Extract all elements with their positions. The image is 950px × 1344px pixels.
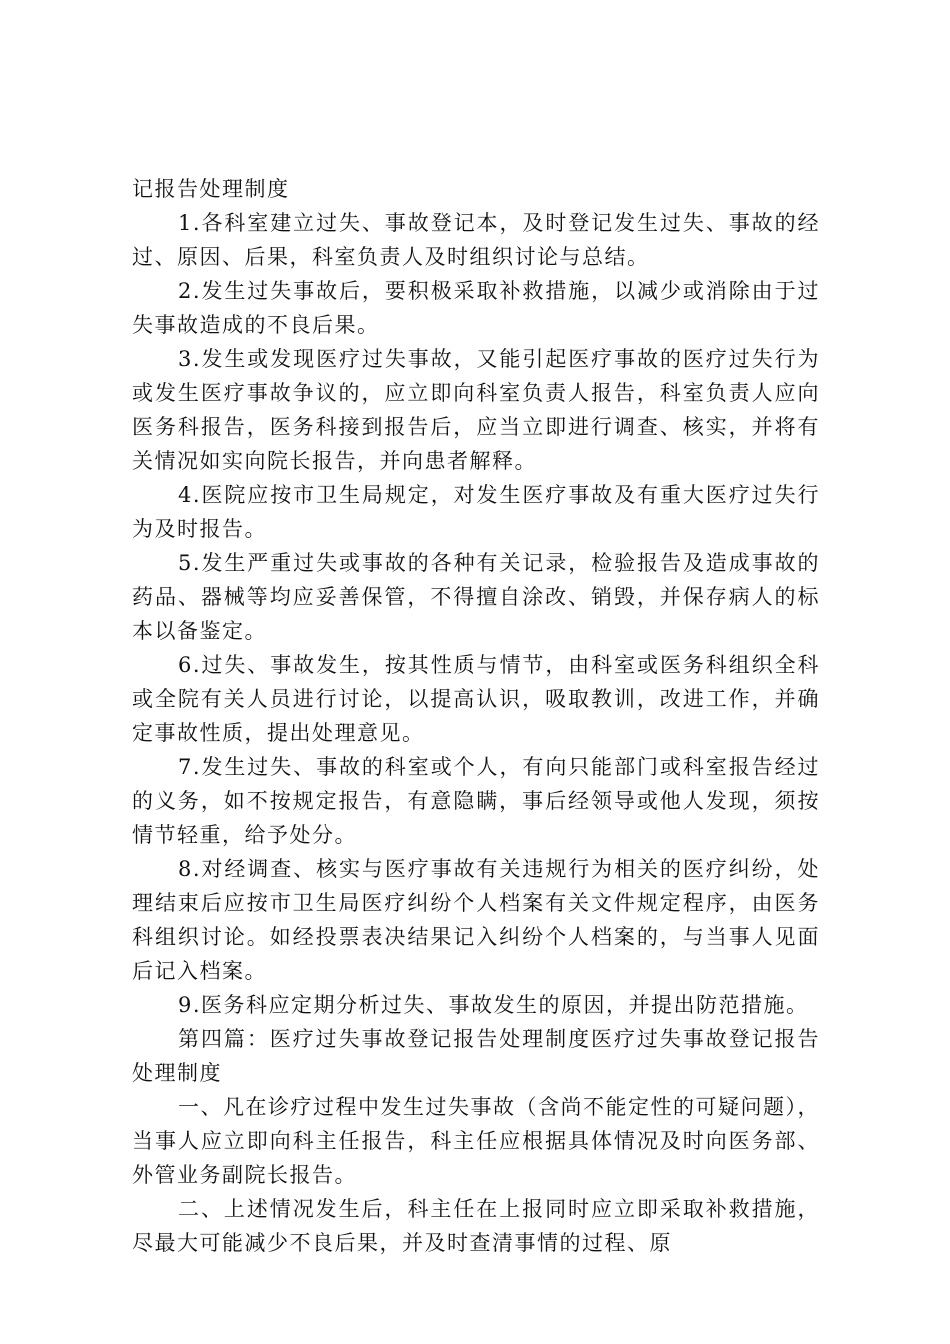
paragraph-item-5: 5.发生严重过失或事故的各种有关记录，检验报告及造成事故的药品、器械等均应妥善保管，不得擅自涂改、销毁，并保存病人的标本以备鉴定。 — [132, 551, 820, 643]
paragraph-rule-1: 一、凡在诊疗过程中发生过失事故（含尚不能定性的可疑问题），当事人应立即向科主任报告，科主任应根据具体情况及时向医务部、外管业务副院长报告。 — [132, 1095, 820, 1187]
paragraph-item-4: 4.医院应按市卫生局规定，对发生医疗事故及有重大医疗过失行为及时报告。 — [132, 483, 820, 541]
paragraph-item-7: 7.发生过失、事故的科室或个人，有向只能部门或科室报告经过的义务，如不按规定报告，有意隐瞒，事后经领导或他人发现，须按情节轻重，给予处分。 — [132, 755, 820, 847]
paragraph-item-6: 6.过失、事故发生，按其性质与情节，由科室或医务科组织全科或全院有关人员进行讨论，以提高认识，吸取教训，改进工作，并确定事故性质，提出处理意见。 — [132, 653, 820, 745]
paragraph-item-2: 2.发生过失事故后，要积极采取补救措施，以减少或消除由于过失事故造成的不良后果。 — [132, 279, 820, 337]
document-body — [132, 172, 820, 1260]
section-title-part-4: 第四篇：医疗过失事故登记报告处理制度医疗过失事故登记报告处理制度 — [132, 1027, 820, 1085]
paragraph-item-1: 1.各科室建立过失、事故登记本，及时登记发生过失、事故的经过、原因、后果，科室负责人及时组织讨论与总结。 — [132, 211, 820, 269]
paragraph-item-3: 3.发生或发现医疗过失事故，又能引起医疗事故的医疗过失行为或发生医疗事故争议的，应立即向科室负责人报告，科室负责人应向医务科报告，医务科接到报告后，应当立即进行调查、核实，并将有关情况如实向院长报告，并向患者解释。 — [132, 347, 820, 473]
paragraph-item-8: 8.对经调查、核实与医疗事故有关违规行为相关的医疗纠纷，处理结束后应按市卫生局医疗纠纷个人档案有关文件规定程序，由医务科组织讨论。如经投票表决结果记入纠纷个人档案的，与当事人见面后记入档案。 — [132, 857, 820, 983]
paragraph-item-9: 9.医务科应定期分析过失、事故发生的原因，并提出防范措施。 — [178, 993, 809, 1017]
paragraph-rule-2: 二、上述情况发生后，科主任在上报同时应立即采取补救措施，尽最大可能减少不良后果，并及时查清事情的过程、原 — [132, 1197, 820, 1255]
paragraph-heading-continuation: 记报告处理制度 — [132, 177, 290, 201]
